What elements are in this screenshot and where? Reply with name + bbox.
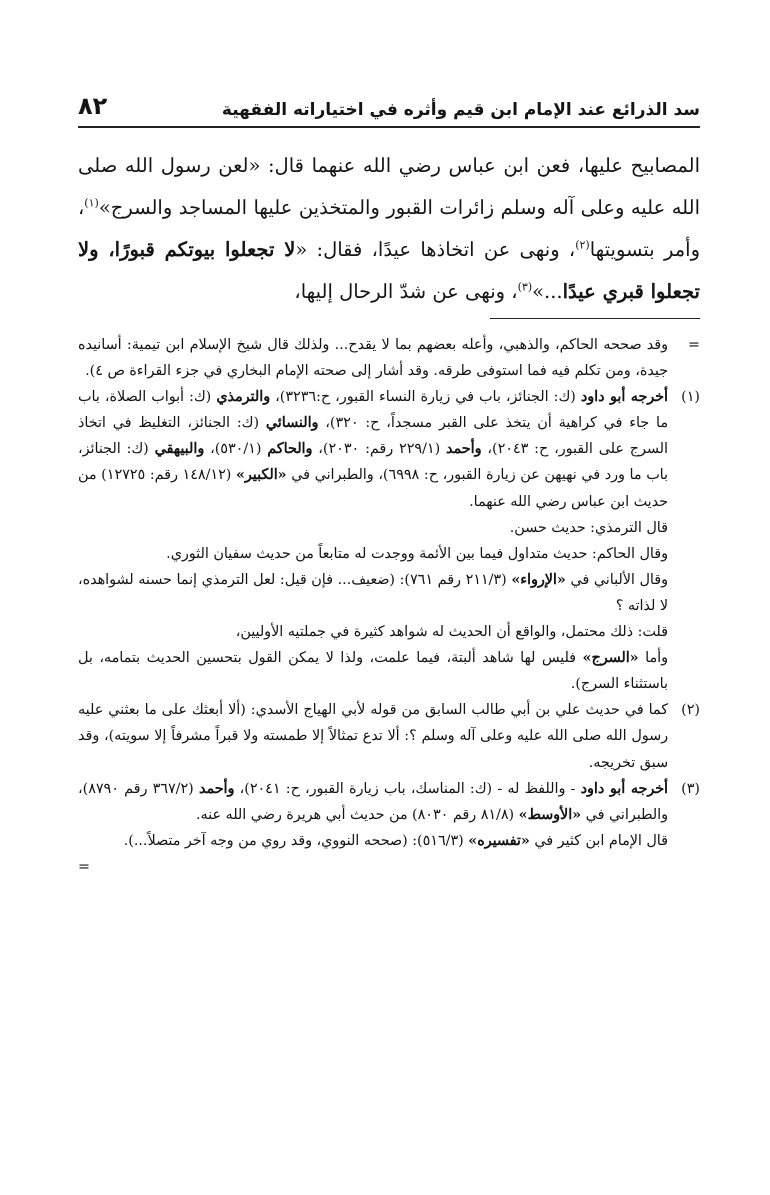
main-text [78,145,700,313]
page-number: ٨٢ [78,92,108,120]
footnote-continuation [78,332,700,384]
citation-text: وقال الألباني في [565,571,668,588]
footnote-text: وقد صححه الحاكم، والذهبي، وأعله بعضهم بما لا يقدح... ولذلك قال شيخ الإسلام ابن تيمية: أسانيده جيدة، ومن تكلم فيه فما استوفى طرقه. وقد أشار إلى صحته الإمام البخاري في جزء القراءة ص ٤). [78,337,668,380]
footnote-ref-1[interactable]: (١) [84,196,99,210]
footnote-paragraph [78,645,668,697]
main-segment: ، ونهى عن اتخاذها عيدًا، فقال: « [295,238,576,261]
footnote-body [78,697,668,775]
citation-text: (١٤٨/١٢ رقم: ١٢٧٢٥) من حديث ابن عباس رضي الله عنهما. [78,467,668,510]
footnote-marker: (٢) [681,702,700,719]
source-name: أخرجه أبو داود [580,389,668,406]
footnote-marker: (١) [681,389,700,406]
main-segment: ، وأمر بتسويتها [78,196,701,261]
footnote-paragraph: قال الترمذي: حديث حسن. [509,519,668,536]
footnote-paragraph: قلت: ذلك محتمل، والواقع أن الحديث له شواهد كثيرة في جملتيه الأوليين، [235,624,668,641]
footnotes [78,332,700,880]
footnote-paragraph [78,567,668,619]
citation-text: (ك: الجنائز، باب ما ورد في نهيهن عن زيارة القبور، ح: ٦٩٩٨)، والطبراني في [78,441,668,484]
main-segment: المصابيح عليها، فعن ابن عباس رضي الله عنهما قال: «لعن رسول الله صلى الله عليه وعلى آله وسلم زائرات القبور والمتخذين عليها المساجد والسرج» [78,154,700,219]
citation-text: (٥٣٠/١)، [204,441,268,458]
source-name: وأحمد [198,780,235,797]
source-name: والبيهقي [154,441,205,458]
source-name: أخرجه أبو داود [580,780,669,797]
footnote-paragraph [78,384,668,514]
continuation-marker: = [688,337,700,353]
footnote-body [78,776,668,880]
source-name: «الكبير» [235,467,287,484]
source-name: «الأوسط» [518,806,582,823]
citation-text: (ك: الجنائز، التغليظ في اتخاذ السرج على القبور، ح: ٢٠٤٣)، [78,415,668,458]
footnote-paragraph [78,776,668,828]
footnote-marker: (٣) [681,780,700,797]
footnote-paragraph: وقال الحاكم: حديث متداول فيما بين الأئمة ووجدت له متابعاً من حديث سفيان الثوري. [166,545,668,562]
citation-text: (٥١٦/٣): (صححه النووي، وقد روي من وجه آخر متصلاً...). [123,832,469,849]
main-segment: ...» [532,280,563,303]
footnote-ref-2[interactable]: (٢) [575,238,590,252]
page-header [78,84,700,128]
citation-text: - واللفظ له - (ك: المناسك، باب زيارة القبور، ح: ٢٠٤١)، [234,780,581,797]
citation-text: (ك: أبواب الصلاة، باب ما جاء في كراهية أن يتخذ على القبر مسجداً، ح: ٣٢٠)، [78,389,668,432]
footnote-3 [78,776,700,880]
citation-text: فليس لها شاهد ألبتة، فيما علمت، ولذا لا يمكن القول بتحسين الحديث بتمامه، بل باستثناء السرج). [78,650,668,693]
running-title: سد الذرائع عند الإمام ابن قيم وأثره في اختياراته الفقهية [221,100,700,120]
citation-text: وأما [638,650,669,667]
footnote-2 [78,697,700,775]
footnote-divider [490,318,700,319]
source-name: «تفسيره» [468,832,530,849]
source-name: «السرج» [582,650,639,667]
footnote-ref-3[interactable]: (٣) [517,280,533,294]
source-name: وأحمد [446,441,482,458]
main-paragraph [78,145,700,313]
footnote-paragraph [78,828,668,854]
footnote-1 [78,384,700,697]
hadith-quote: لا تجعلوا بيوتكم قبورًا، ولا تجعلوا قبري عيدًا [78,238,700,303]
source-name: والترمذي [216,389,271,406]
footnote-body [78,384,668,697]
footnote-body [78,332,668,384]
citation-text: قال الإمام ابن كثير في [529,832,668,849]
source-name: «الإرواء» [511,571,566,588]
continuation-marker: = [78,858,90,875]
citation-text: (ك: الجنائز، باب في زيارة النساء القبور، ح:٣٢٣٦)، [270,389,581,406]
footnote-paragraph: كما في حديث علي بن أبي طالب السابق من قوله لأبي الهياج الأسدي: (ألا أبعثك على ما بعثني عليه رسول الله صلى الله عليه وعلى آله وسلم ؟: ألا تدع تمثالاً إلا طمسته ولا قبراً مشرفاً إلا سويته)، وقد سبق تخريجه. [78,702,668,771]
citation-text: (٢١١/٣ رقم ٧٦١): (ضعيف... فإن قيل: لعل الترمذي إنما حسنه لشواهده، لا لذاته ؟ [78,571,668,614]
citation-text: (٢٢٩/١ رقم: ٢٠٣٠)، [312,441,447,458]
source-name: والنسائي [265,415,319,432]
citation-text: (٣٦٧/٢ رقم ٨٧٩٠)، والطبراني في [78,780,668,823]
main-segment: ، ونهى عن شدّ الرحال إليها، [294,280,518,303]
citation-text: (٨١/٨ رقم ٨٠٣٠) من حديث أبي هريرة رضي الله عنه. [195,806,519,823]
source-name: والحاكم [267,441,313,458]
